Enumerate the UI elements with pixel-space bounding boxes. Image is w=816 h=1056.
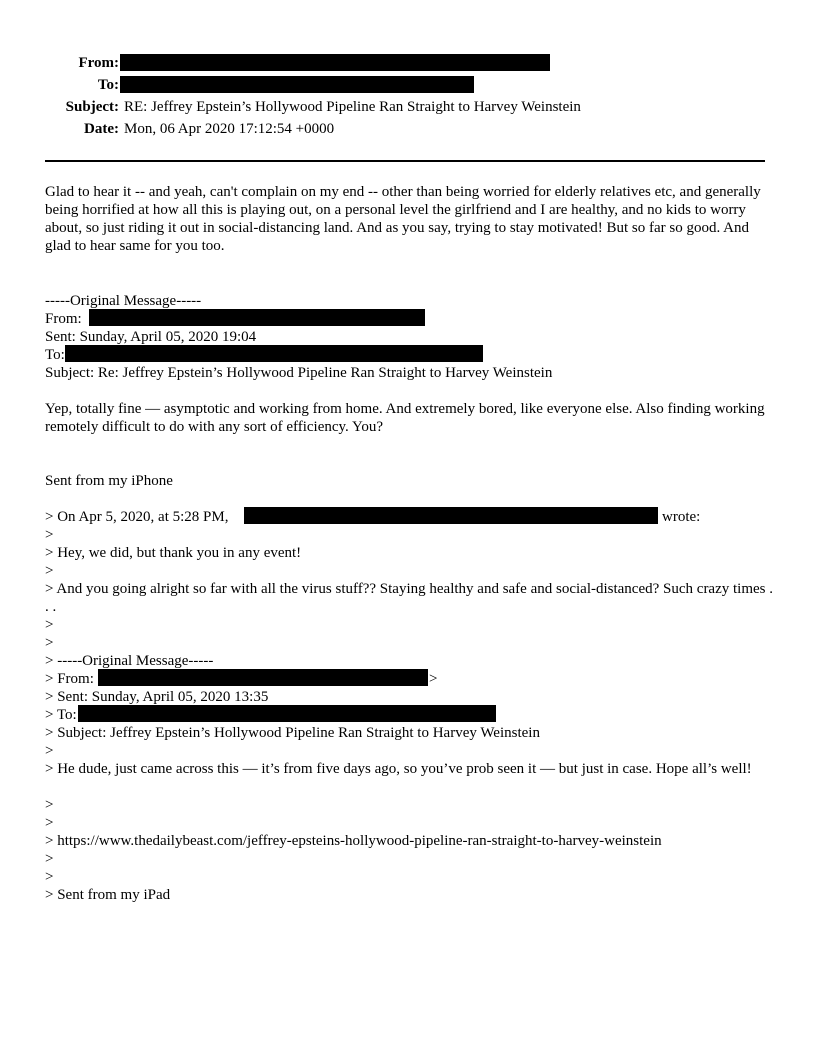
quote-virus: > And you going alright so far with all the virus stuff?? Staying healthy and safe and social-distanced? Such crazy times . . . <box>45 581 773 615</box>
reply-body: Glad to hear it -- and yeah, can't complain on my end -- other than being worried for elderly relatives etc, and generally being horrified at how all this is playing out, on a personal level the girlfriend and I are healthy, and no kids to worry about, so just riding it out in social-distancing land. And as you say, trying to stay motivated! But so far so good. And glad to hear same for you too. <box>45 184 761 254</box>
redacted-quote-from <box>98 669 428 686</box>
quote-blank-line: > <box>45 797 54 813</box>
redacted-quote-to <box>78 705 496 722</box>
original-message-marker: -----Original Message----- <box>45 293 202 309</box>
quote-sent: > Sent: Sunday, April 05, 2020 13:35 <box>45 689 269 705</box>
quote-blank-line: > <box>45 563 54 579</box>
to-label: To: <box>97 77 119 93</box>
quote-subject: > Subject: Jeffrey Epstein’s Hollywood Pipeline Ran Straight to Harvey Weinstein <box>45 725 540 741</box>
quote-original-marker: > -----Original Message----- <box>45 653 214 669</box>
redacted-from-address <box>120 54 550 71</box>
quote-header-end: wrote: <box>662 509 701 525</box>
orig1-body: Yep, totally fine — asymptotic and working from home. And extremely bored, like everyone else. Also finding working remotely difficult to do with any sort of efficiency. You? <box>45 401 765 435</box>
quote-from-label: > From: <box>45 671 94 687</box>
quote-hey: > Hey, we did, but thank you in any event! <box>45 545 302 561</box>
quote-url[interactable]: > https://www.thedailybeast.com/jeffrey-epsteins-hollywood-pipeline-ran-straight-to-harvey-weinstein <box>45 833 662 849</box>
quote-blank-line: > <box>45 527 54 543</box>
quote-blank-line: > <box>45 815 54 831</box>
redacted-quote-sender <box>244 507 658 524</box>
orig1-to-label: To: <box>45 347 65 363</box>
redacted-orig1-from <box>89 309 425 326</box>
quote-from-end: > <box>429 671 438 687</box>
subject-value: RE: Jeffrey Epstein’s Hollywood Pipeline Ran Straight to Harvey Weinstein <box>124 99 581 115</box>
redacted-orig1-to <box>65 345 483 362</box>
date-value: Mon, 06 Apr 2020 17:12:54 +0000 <box>124 121 335 137</box>
redacted-to-address <box>120 76 474 93</box>
sent-from-iphone: Sent from my iPhone <box>45 473 173 489</box>
quote-blank-line: > <box>45 869 54 885</box>
orig1-from-label: From: <box>45 311 82 327</box>
orig1-sent: Sent: Sunday, April 05, 2020 19:04 <box>45 329 257 345</box>
quote-blank-line: > <box>45 851 54 867</box>
header-divider <box>45 160 765 162</box>
subject-label: Subject: <box>65 99 119 115</box>
quote-dude: > He dude, just came across this — it’s from five days ago, so you’ve prob seen it — but just in case. Hope all’s well! <box>45 761 752 777</box>
quote-to-label: > To: <box>45 707 77 723</box>
quote-blank-line: > <box>45 635 54 651</box>
date-label: Date: <box>84 121 119 137</box>
quote-blank-line: > <box>45 617 54 633</box>
quote-blank-line: > <box>45 743 54 759</box>
quote-sent-from-ipad: > Sent from my iPad <box>45 887 171 903</box>
quote-header-start: > On Apr 5, 2020, at 5:28 PM, <box>45 509 229 525</box>
from-label: From: <box>78 55 119 71</box>
orig1-subject: Subject: Re: Jeffrey Epstein’s Hollywood Pipeline Ran Straight to Harvey Weinstein <box>45 365 553 381</box>
